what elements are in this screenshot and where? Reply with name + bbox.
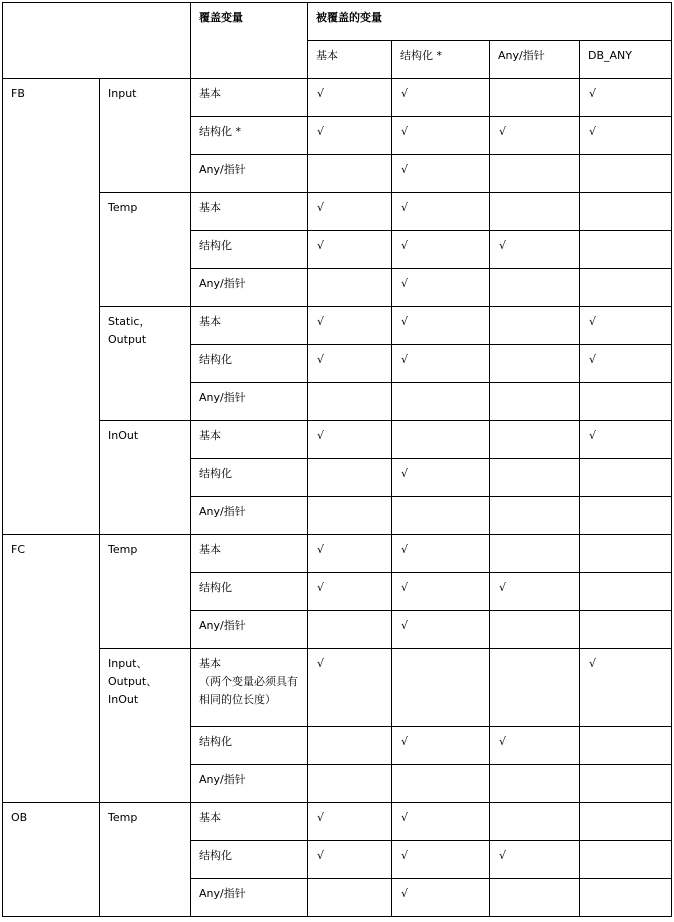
compatibility-cell <box>490 841 580 879</box>
declaration-area-cell: Static， Output <box>100 307 191 421</box>
compatibility-cell <box>392 269 490 307</box>
compatibility-cell <box>490 497 580 535</box>
overlay-type-cell <box>191 841 308 879</box>
compatibility-cell <box>580 307 672 345</box>
compatibility-cell <box>392 155 490 193</box>
overlay-type-label: Any/指针 <box>199 773 246 786</box>
overlay-type-label: 结构化 <box>199 849 232 862</box>
overlay-type-cell <box>191 611 308 649</box>
overlay-type-cell <box>191 79 308 117</box>
compatibility-cell <box>308 497 392 535</box>
compatibility-cell <box>580 155 672 193</box>
compatibility-cell <box>580 345 672 383</box>
compatibility-cell <box>392 803 490 841</box>
compatibility-cell <box>392 535 490 573</box>
check-mark: √ <box>317 353 325 366</box>
compatibility-cell <box>580 649 672 727</box>
check-mark: √ <box>589 429 597 442</box>
compatibility-cell <box>490 459 580 497</box>
compatibility-cell <box>490 155 580 193</box>
overlay-type-label: 基本 <box>199 657 221 670</box>
overlay-type-cell <box>191 155 308 193</box>
compatibility-cell <box>392 231 490 269</box>
compatibility-cell <box>580 117 672 155</box>
compatibility-cell <box>392 421 490 459</box>
check-mark: √ <box>499 735 507 748</box>
check-mark: √ <box>589 657 597 670</box>
compatibility-cell <box>580 535 672 573</box>
table-row <box>3 79 672 117</box>
check-mark: √ <box>401 277 409 290</box>
block-type-cell: FB <box>3 79 100 535</box>
overlay-type-label: 结构化 <box>199 467 232 480</box>
check-mark: √ <box>401 849 409 862</box>
compatibility-cell <box>308 535 392 573</box>
compatibility-cell <box>490 879 580 917</box>
compatibility-cell <box>392 383 490 421</box>
overlay-type-cell <box>191 497 308 535</box>
table-row <box>3 803 672 841</box>
overlay-type-cell <box>191 117 308 155</box>
check-mark: √ <box>499 239 507 252</box>
check-mark: √ <box>499 581 507 594</box>
overlay-type-label: 基本 <box>199 201 221 214</box>
overlay-type-cell <box>191 765 308 803</box>
declaration-area-cell: Temp <box>100 803 191 917</box>
compatibility-cell <box>308 841 392 879</box>
table-row <box>3 421 672 459</box>
header-col-basic: 基本 <box>308 41 392 79</box>
check-mark: √ <box>401 87 409 100</box>
check-mark: √ <box>317 543 325 556</box>
check-mark: √ <box>401 315 409 328</box>
compatibility-cell <box>308 879 392 917</box>
header-overlaid-variable: 被覆盖的变量 <box>308 3 672 41</box>
overlay-type-label: 结构化 <box>199 735 232 748</box>
check-mark: √ <box>499 125 507 138</box>
compatibility-cell <box>308 573 392 611</box>
compatibility-cell <box>580 269 672 307</box>
declaration-area-cell: Input、 Output、 InOut <box>100 649 191 803</box>
check-mark: √ <box>401 201 409 214</box>
compatibility-cell <box>580 765 672 803</box>
check-mark: √ <box>401 735 409 748</box>
check-mark: √ <box>317 849 325 862</box>
compatibility-cell <box>580 497 672 535</box>
declaration-area-cell: Temp <box>100 535 191 649</box>
overlay-type-label: Any/指针 <box>199 505 246 518</box>
table-row <box>3 307 672 345</box>
check-mark: √ <box>589 353 597 366</box>
compatibility-cell <box>308 231 392 269</box>
overlay-type-label: 基本 <box>199 543 221 556</box>
compatibility-cell <box>392 307 490 345</box>
compatibility-cell <box>392 611 490 649</box>
check-mark: √ <box>317 201 325 214</box>
overlay-type-cell <box>191 459 308 497</box>
declaration-area-cell: Temp <box>100 193 191 307</box>
overlay-type-label: 结构化 <box>199 239 232 252</box>
check-mark: √ <box>401 125 409 138</box>
overlay-type-cell <box>191 383 308 421</box>
overlay-type-label: 结构化 <box>199 581 232 594</box>
compatibility-cell <box>308 727 392 765</box>
compatibility-cell <box>308 803 392 841</box>
overlay-type-label: Any/指针 <box>199 391 246 404</box>
table-body <box>3 79 672 917</box>
compatibility-cell <box>490 79 580 117</box>
compatibility-cell <box>392 573 490 611</box>
table-row <box>3 193 672 231</box>
overlay-type-label: 基本 <box>199 315 221 328</box>
header-col-any-pointer: Any/指针 <box>490 41 580 79</box>
check-mark: √ <box>317 315 325 328</box>
check-mark: √ <box>589 87 597 100</box>
compatibility-cell <box>490 573 580 611</box>
check-mark: √ <box>401 239 409 252</box>
compatibility-cell <box>392 79 490 117</box>
check-mark: √ <box>589 315 597 328</box>
table-row <box>3 535 672 573</box>
compatibility-cell <box>490 193 580 231</box>
compatibility-cell <box>490 611 580 649</box>
overlay-type-label: Any/指针 <box>199 619 246 632</box>
overlay-type-cell <box>191 345 308 383</box>
overlay-compatibility-table <box>2 2 672 917</box>
compatibility-cell <box>580 79 672 117</box>
compatibility-cell <box>392 649 490 727</box>
check-mark: √ <box>499 849 507 862</box>
overlay-type-label: 基本 <box>199 811 221 824</box>
compatibility-cell <box>308 117 392 155</box>
overlay-type-cell <box>191 421 308 459</box>
compatibility-cell <box>490 649 580 727</box>
header-overlay-variable: 覆盖变量 <box>191 3 308 79</box>
compatibility-cell <box>308 193 392 231</box>
compatibility-cell <box>392 459 490 497</box>
check-mark: √ <box>401 353 409 366</box>
block-type-cell: FC <box>3 535 100 803</box>
check-mark: √ <box>317 429 325 442</box>
table-header <box>3 3 672 79</box>
compatibility-cell <box>490 307 580 345</box>
overlay-type-cell <box>191 573 308 611</box>
header-col-structured: 结构化 * <box>392 41 490 79</box>
compatibility-cell <box>392 345 490 383</box>
compatibility-cell <box>490 345 580 383</box>
overlay-type-cell <box>191 193 308 231</box>
compatibility-cell <box>490 765 580 803</box>
overlay-type-note: （两个变量必须具有相同的位长度） <box>199 675 298 706</box>
compatibility-cell <box>580 803 672 841</box>
compatibility-cell <box>308 155 392 193</box>
block-type-cell: OB <box>3 803 100 917</box>
compatibility-cell <box>392 193 490 231</box>
header-col-db-any: DB_ANY <box>580 41 672 79</box>
compatibility-cell <box>490 231 580 269</box>
overlay-type-label: 结构化 * <box>199 125 241 138</box>
overlay-type-label: Any/指针 <box>199 887 246 900</box>
compatibility-cell <box>308 611 392 649</box>
compatibility-cell <box>490 421 580 459</box>
check-mark: √ <box>401 467 409 480</box>
compatibility-cell <box>392 879 490 917</box>
overlay-type-label: Any/指针 <box>199 163 246 176</box>
overlay-type-label: 基本 <box>199 429 221 442</box>
check-mark: √ <box>317 811 325 824</box>
overlay-type-label: 基本 <box>199 87 221 100</box>
header-corner <box>3 3 191 79</box>
check-mark: √ <box>317 657 325 670</box>
check-mark: √ <box>401 887 409 900</box>
overlay-type-label: 结构化 <box>199 353 232 366</box>
check-mark: √ <box>401 811 409 824</box>
compatibility-cell <box>580 727 672 765</box>
check-mark: √ <box>401 163 409 176</box>
check-mark: √ <box>317 239 325 252</box>
compatibility-cell <box>580 193 672 231</box>
compatibility-cell <box>392 497 490 535</box>
check-mark: √ <box>401 619 409 632</box>
compatibility-cell <box>308 269 392 307</box>
overlay-type-cell <box>191 535 308 573</box>
compatibility-cell <box>580 459 672 497</box>
compatibility-cell <box>308 79 392 117</box>
compatibility-cell <box>490 727 580 765</box>
check-mark: √ <box>401 581 409 594</box>
overlay-type-cell <box>191 727 308 765</box>
overlay-type-cell <box>191 231 308 269</box>
compatibility-cell <box>308 383 392 421</box>
compatibility-cell <box>490 535 580 573</box>
overlay-type-cell <box>191 879 308 917</box>
check-mark: √ <box>317 125 325 138</box>
compatibility-cell <box>308 345 392 383</box>
check-mark: √ <box>317 87 325 100</box>
check-mark: √ <box>401 543 409 556</box>
compatibility-cell <box>392 727 490 765</box>
overlay-type-label: Any/指针 <box>199 277 246 290</box>
compatibility-cell <box>308 649 392 727</box>
compatibility-cell <box>490 117 580 155</box>
check-mark: √ <box>589 125 597 138</box>
compatibility-cell <box>308 307 392 345</box>
compatibility-cell <box>580 421 672 459</box>
declaration-area-cell: Input <box>100 79 191 193</box>
overlay-type-cell <box>191 649 308 727</box>
compatibility-cell <box>308 765 392 803</box>
overlay-type-cell <box>191 269 308 307</box>
compatibility-cell <box>580 879 672 917</box>
compatibility-cell <box>580 231 672 269</box>
table-row <box>3 649 672 727</box>
compatibility-cell <box>490 383 580 421</box>
declaration-area-cell: InOut <box>100 421 191 535</box>
compatibility-cell <box>580 841 672 879</box>
check-mark: √ <box>317 581 325 594</box>
compatibility-cell <box>580 383 672 421</box>
compatibility-cell <box>392 117 490 155</box>
compatibility-cell <box>580 573 672 611</box>
compatibility-cell <box>580 611 672 649</box>
overlay-type-cell <box>191 307 308 345</box>
overlay-type-cell <box>191 803 308 841</box>
compatibility-cell <box>392 765 490 803</box>
compatibility-cell <box>308 421 392 459</box>
compatibility-cell <box>392 841 490 879</box>
compatibility-cell <box>490 803 580 841</box>
compatibility-cell <box>308 459 392 497</box>
compatibility-cell <box>490 269 580 307</box>
